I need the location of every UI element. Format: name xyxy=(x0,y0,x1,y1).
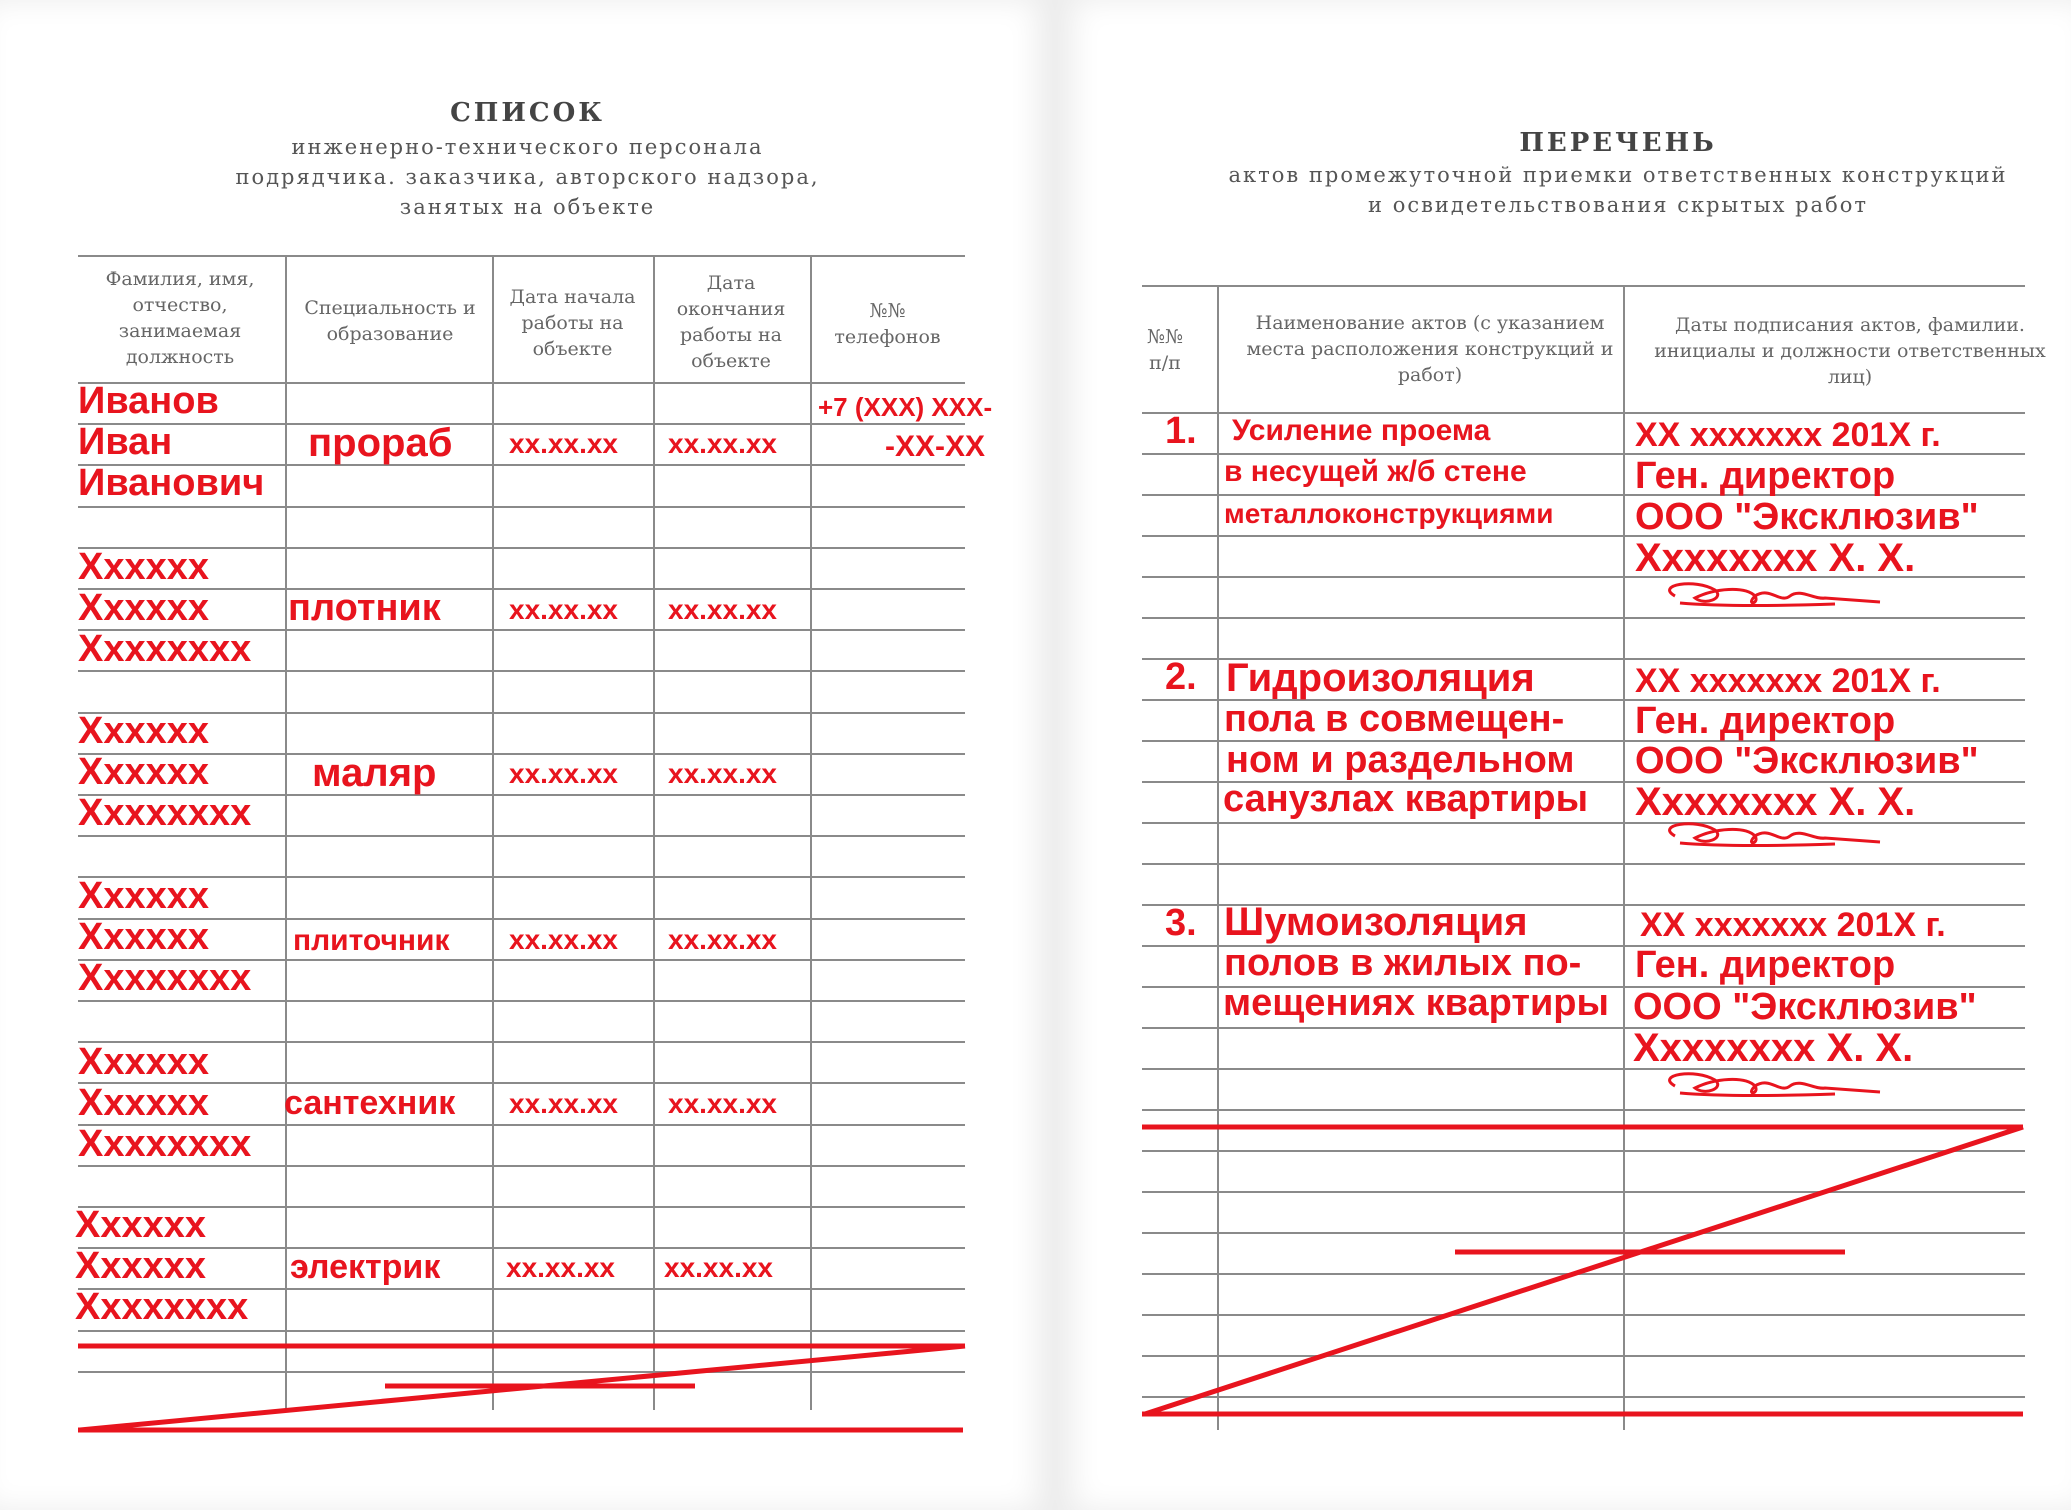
person-2-specialty: плотник xyxy=(288,587,441,629)
person-1-phone-1: +7 (XXX) XXX- xyxy=(818,392,993,422)
person-5-surname: Xxxxxx xyxy=(78,1041,210,1083)
person-5-patronymic: Xxxxxxxx xyxy=(78,1123,252,1165)
person-4-start: xx.xx.xx xyxy=(509,924,618,955)
person-3-surname: Xxxxxx xyxy=(78,710,210,752)
act-1-signer: Xxxxxxxx X. X. xyxy=(1635,536,1916,580)
act-3-position: Ген. директор xyxy=(1635,944,1896,986)
act-2-position: Ген. директор xyxy=(1635,700,1896,742)
person-1-surname: Иванов xyxy=(78,380,219,422)
act-2-signature xyxy=(1670,824,1880,846)
left-header-phone: №№ телефонов xyxy=(834,300,941,348)
act-2-name-2: пола в совмещен- xyxy=(1224,698,1565,740)
person-4-firstname: Xxxxxx xyxy=(78,916,210,958)
person-6-surname: Xxxxxx xyxy=(75,1204,207,1246)
person-2-surname: Xxxxxx xyxy=(78,546,210,588)
person-4-specialty: плиточник xyxy=(293,924,450,957)
right-subtitle-2: и освидетельствования скрытых работ xyxy=(1368,193,1868,217)
act-2-name-4: санузлах квартиры xyxy=(1223,778,1589,820)
act-3-number: 3. xyxy=(1165,902,1197,944)
left-header-end: Дата окончания работы на объекте xyxy=(676,272,786,372)
act-3-name-1: Шумоизоляция xyxy=(1224,900,1528,944)
act-2-company: ООО "Эксклюзив" xyxy=(1635,740,1979,782)
act-3-name-3: мещениях квартиры xyxy=(1223,982,1609,1024)
person-1-start: xx.xx.xx xyxy=(509,428,618,459)
act-2-number: 2. xyxy=(1165,656,1197,698)
person-3-end: xx.xx.xx xyxy=(668,758,777,789)
left-subtitle-3: занятых на объекте xyxy=(399,195,656,219)
right-title: ПЕРЕЧЕНЬ xyxy=(1519,128,1717,158)
person-6-patronymic: Xxxxxxxx xyxy=(75,1286,249,1328)
right-page xyxy=(1055,0,2071,1510)
left-header-specialty: Специальность и образование xyxy=(304,297,476,345)
right-header-number: №№ п/п xyxy=(1147,326,1183,374)
person-2-patronymic: Xxxxxxxx xyxy=(78,628,252,670)
act-1-company: ООО "Эксклюзив" xyxy=(1635,496,1979,538)
person-4-surname: Xxxxxx xyxy=(78,875,210,917)
person-2-end: xx.xx.xx xyxy=(668,594,777,625)
person-5-start: xx.xx.xx xyxy=(509,1088,618,1119)
person-5-end: xx.xx.xx xyxy=(668,1088,777,1119)
person-2-firstname: Xxxxxx xyxy=(78,587,210,629)
act-1-name-1: Усиление проема xyxy=(1232,414,1491,447)
person-6-firstname: Xxxxxx xyxy=(75,1245,207,1287)
act-1-name-2: в несущей ж/б стене xyxy=(1224,455,1527,488)
person-3-firstname: Xxxxxx xyxy=(78,751,210,793)
person-3-specialty: маляр xyxy=(312,751,437,795)
person-2-start: xx.xx.xx xyxy=(509,594,618,625)
left-header-name: Фамилия, имя, отчество, занимаемая должность xyxy=(105,268,255,368)
person-3-start: xx.xx.xx xyxy=(509,758,618,789)
left-subtitle-1: инженерно-технического персонала xyxy=(291,135,764,159)
person-1-specialty: прораб xyxy=(308,421,453,465)
person-6-start: xx.xx.xx xyxy=(506,1252,615,1283)
person-3-patronymic: Xxxxxxxx xyxy=(78,792,252,834)
person-1-phone-2: -XX-XX xyxy=(885,430,986,463)
person-1-firstname: Иван xyxy=(78,421,173,463)
left-header-start: Дата начала работы на объекте xyxy=(509,286,636,360)
left-subtitle-2: подрядчика. заказчика, авторского надзора, xyxy=(235,165,820,189)
right-signatures-and-crossout xyxy=(1055,0,2071,1510)
act-3-company: ООО "Эксклюзив" xyxy=(1633,986,1977,1028)
person-6-end: xx.xx.xx xyxy=(664,1252,773,1283)
act-3-signature xyxy=(1670,1074,1880,1096)
right-header-act-name: Наименование актов (с указанием места расположения конструкций и работ) xyxy=(1246,312,1614,386)
right-crossout-mark xyxy=(1142,1127,2023,1414)
act-1-name-3: металлоконструкциями xyxy=(1224,498,1554,529)
right-header-signatures: Даты подписания актов, фамилии. инициалы и должности ответственных лиц) xyxy=(1654,314,2046,388)
act-3-date: XX xxxxxxx 201X г. xyxy=(1640,906,1946,944)
left-title: СПИСОК xyxy=(450,98,605,128)
person-4-patronymic: Xxxxxxxx xyxy=(78,957,252,999)
act-1-date: XX xxxxxxx 201X г. xyxy=(1635,416,1941,454)
act-1-position: Ген. директор xyxy=(1635,455,1896,497)
person-1-end: xx.xx.xx xyxy=(668,428,777,459)
right-subtitle-1: актов промежуточной приемки ответственных конструкций xyxy=(1228,163,2008,187)
act-3-signer: Xxxxxxxx X. X. xyxy=(1633,1026,1914,1070)
act-1-signature xyxy=(1670,584,1880,606)
act-2-signer: Xxxxxxxx X. X. xyxy=(1635,780,1916,824)
person-6-specialty: электрик xyxy=(290,1248,441,1286)
person-1-patronymic: Иванович xyxy=(78,462,265,504)
person-5-firstname: Xxxxxx xyxy=(78,1082,210,1124)
person-5-specialty: сантехник xyxy=(284,1084,456,1122)
act-2-name-1: Гидроизоляция xyxy=(1226,656,1535,700)
act-2-date: XX xxxxxxx 201X г. xyxy=(1635,662,1941,700)
act-2-name-3: ном и раздельном xyxy=(1226,739,1575,781)
act-3-name-2: полов в жилых по- xyxy=(1224,942,1582,984)
act-1-number: 1. xyxy=(1165,410,1197,452)
person-4-end: xx.xx.xx xyxy=(668,924,777,955)
